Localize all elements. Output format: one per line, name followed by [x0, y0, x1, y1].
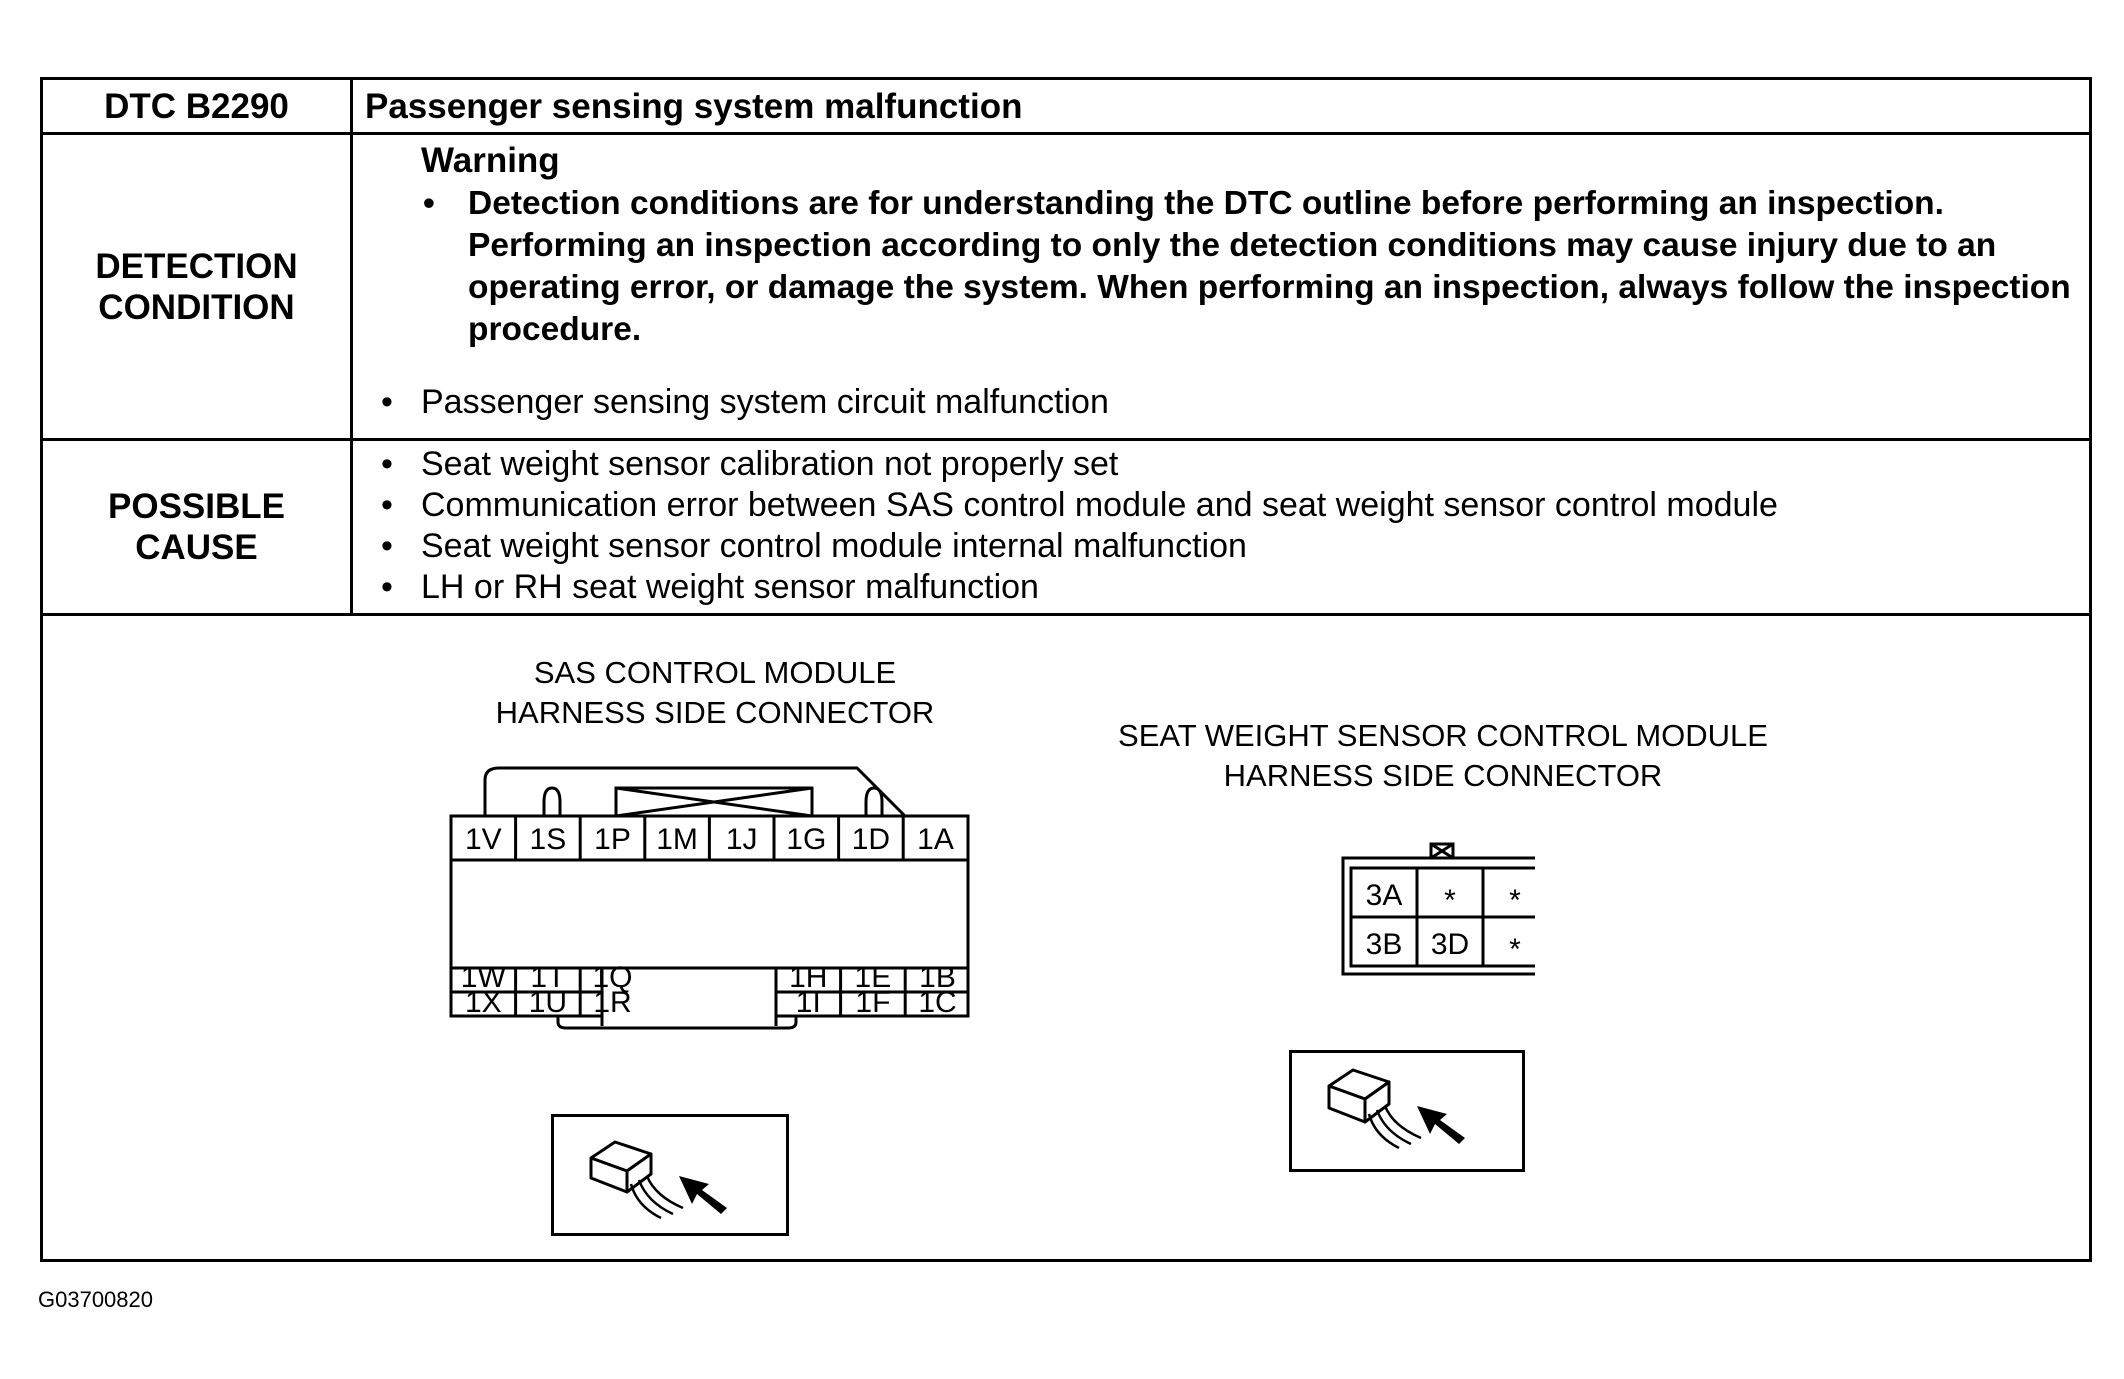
sas-view-direction-icon — [551, 1114, 789, 1241]
sas-caption-line2: HARNESS SIDE CONNECTOR — [495, 695, 935, 730]
sas-pin-1G: 1G — [786, 823, 827, 856]
detection-label-line2: CONDITION — [98, 287, 295, 327]
sws-pin-3B: 3B — [1365, 928, 1403, 961]
sws-pin-3D: 3D — [1430, 928, 1470, 961]
detection-condition-row — [43, 135, 2089, 441]
sws-connector-diagram — [1295, 832, 1535, 987]
cause-label-line1: POSSIBLE — [108, 487, 285, 526]
cause-item: • Seat weight sensor control module internal malfunction — [381, 526, 1778, 567]
sws-pin-3A: 3A — [1365, 879, 1403, 912]
sas-caption-line1: SAS CONTROL MODULE — [533, 655, 897, 690]
sws-caption-line2: HARNESS SIDE CONNECTOR — [1223, 758, 1663, 793]
sas-pin-1U: 1U — [528, 986, 568, 1019]
dtc-title-row — [43, 80, 2089, 135]
dtc-title: Passenger sensing system malfunction — [365, 87, 1023, 126]
cause-item: • Communication error between SAS control module and seat weight sensor control module — [381, 485, 1778, 526]
dtc-code: DTC B2290 — [43, 80, 353, 132]
detection-condition-label — [43, 135, 353, 438]
sas-pin-1V: 1V — [464, 823, 502, 856]
sas-connector-diagram — [403, 746, 983, 1171]
figure-id: G03700820 — [38, 1287, 153, 1312]
sws-pin-unused: * — [1509, 884, 1521, 917]
sws-pin-unused: * — [1444, 884, 1456, 917]
warning-heading: Warning — [421, 141, 560, 180]
connector-diagram-row — [43, 616, 2089, 1259]
sas-pin-1D: 1D — [851, 823, 891, 856]
warning-text: Detection conditions are for understanding the DTC outline before performing an inspection. Performing an inspection according to only the detection conditions may cause injury due to an operating error, or damage the system. When performing an inspection, always follow the inspection procedure. — [468, 185, 2071, 348]
sas-pin-1I: 1I — [795, 986, 821, 1019]
sas-pin-1F: 1F — [855, 986, 891, 1019]
possible-cause-cell — [353, 441, 2089, 613]
bullet-icon: • — [423, 185, 435, 222]
sas-pin-1X: 1X — [464, 986, 502, 1019]
sas-pin-1J: 1J — [725, 823, 758, 856]
dtc-title-cell — [353, 80, 2089, 132]
condition-item: • Passenger sensing system circuit malfunction — [381, 382, 1109, 423]
sas-pin-1Q: 1Q — [592, 961, 633, 994]
detection-condition-cell — [353, 135, 2089, 438]
cause-label-line2: CAUSE — [135, 528, 258, 567]
cause-item: • LH or RH seat weight sensor malfunction — [381, 567, 1778, 608]
connector-view-icon — [1289, 1050, 1525, 1172]
detection-label-line1: DETECTION — [95, 246, 298, 286]
dtc-table — [40, 77, 2092, 1262]
sas-pin-1T: 1T — [530, 961, 566, 994]
sas-pin-1R: 1R — [593, 986, 632, 1019]
cause-list — [381, 444, 1778, 608]
sas-pin-1M: 1M — [656, 823, 698, 856]
sws-pin-unused: * — [1509, 933, 1521, 966]
sas-pin-1A: 1A — [917, 823, 954, 856]
sas-pin-1S: 1S — [529, 823, 567, 856]
sas-connector-svg — [403, 746, 983, 1166]
cause-item: • Seat weight sensor calibration not properly set — [381, 444, 1778, 485]
sws-connector-svg — [1295, 832, 1535, 982]
sws-connector-caption — [1063, 716, 1823, 796]
sas-pin-1E: 1E — [854, 961, 892, 994]
sas-pin-1B: 1B — [919, 961, 956, 994]
warning-note — [421, 183, 2118, 351]
sas-pin-1H: 1H — [789, 961, 828, 994]
sws-view-direction-icon — [1289, 1050, 1525, 1177]
possible-cause-label — [43, 441, 353, 613]
sas-pin-1P: 1P — [594, 823, 631, 856]
sws-caption-line1: SEAT WEIGHT SENSOR CONTROL MODULE — [1118, 718, 1768, 753]
sas-pin-1W: 1W — [460, 961, 506, 994]
sas-pin-1C: 1C — [918, 986, 957, 1019]
connector-view-icon — [551, 1114, 789, 1236]
condition-list — [381, 382, 1109, 423]
possible-cause-row — [43, 441, 2089, 616]
sas-connector-caption — [415, 653, 1015, 733]
